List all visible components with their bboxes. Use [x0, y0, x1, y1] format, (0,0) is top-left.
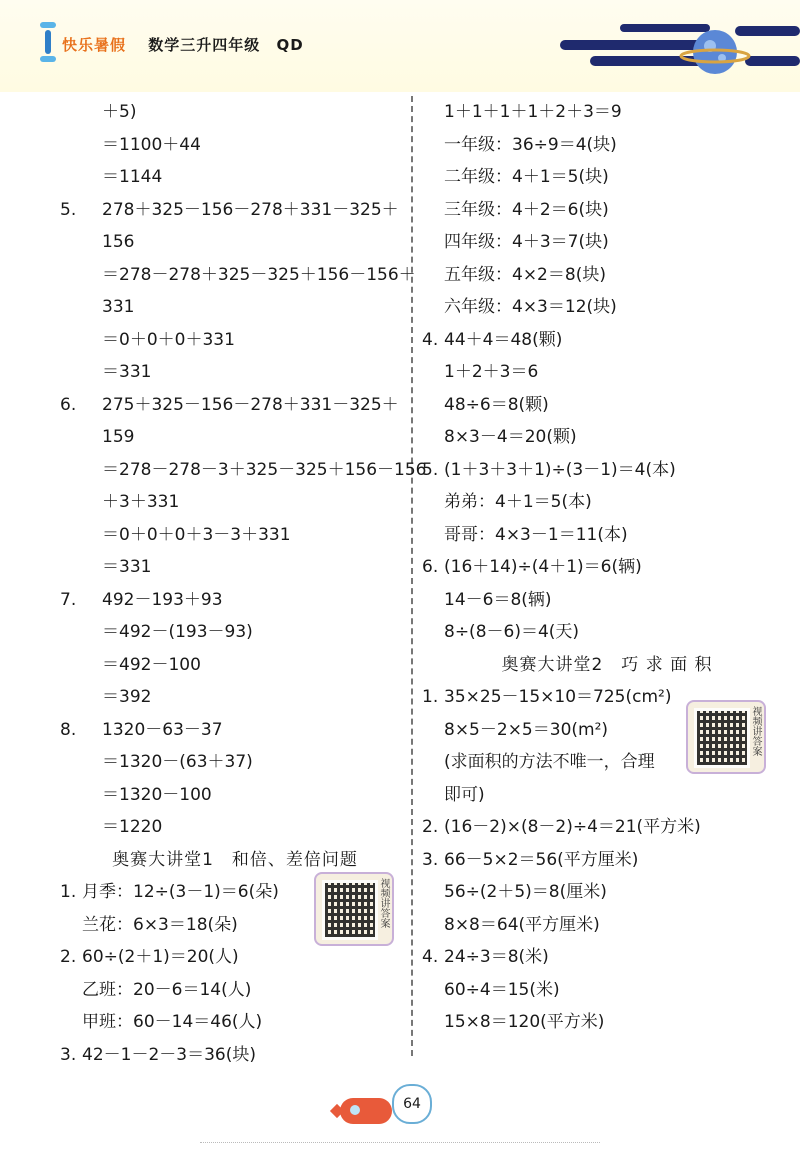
answer-line: [422, 551, 792, 584]
answer-text: 弟弟：4＋1＝5(本): [444, 492, 592, 512]
answer-line: [422, 1006, 792, 1039]
answer-text: 24÷3＝8(米): [444, 947, 549, 967]
answer-text: ＝331: [102, 557, 152, 577]
answer-line: [60, 779, 410, 812]
answer-text: 14－6＝8(辆): [444, 589, 552, 610]
answer-text: 278＋325－156－278＋331－325＋: [102, 199, 399, 220]
answer-text: 四年级：4＋3＝7(块): [444, 232, 609, 252]
answer-line: [60, 259, 416, 292]
answer-line: [60, 356, 410, 389]
answer-text: ＝278－278＋325－325＋156－156＋: [102, 264, 416, 285]
answer-text: 乙班：20－6＝14(人): [82, 979, 252, 1000]
answer-text: ＝492－(193－93): [102, 622, 253, 642]
logo-icon: [40, 22, 56, 62]
answer-line: [422, 161, 792, 194]
answer-text: 60÷(2＋1)＝20(人): [82, 947, 239, 967]
answer-text: 甲班：60－14＝46(人): [82, 1012, 263, 1032]
answer-line: [422, 974, 792, 1007]
answer-line: [60, 714, 410, 747]
answer-line: [422, 616, 792, 649]
answer-line: [60, 519, 410, 552]
answer-text: 1320－63－37: [102, 719, 223, 740]
answer-text: 60÷4＝15(米): [444, 979, 560, 1000]
answer-line: [60, 389, 410, 422]
qr-code-right[interactable]: [686, 700, 766, 774]
answer-line: [60, 649, 410, 682]
right-column: [422, 96, 792, 1039]
qr-code-icon: [322, 880, 378, 940]
answer-line: [60, 291, 410, 324]
planet-decoration-icon: [560, 16, 800, 86]
book-title: 数学三升四年级: [148, 36, 261, 54]
edition-label: QD: [276, 36, 304, 54]
answer-text: ＝392: [102, 687, 152, 707]
answer-line: [422, 389, 792, 422]
question-number: 2.: [422, 817, 439, 837]
answer-text: 35×25－15×10＝725(cm²): [444, 687, 672, 707]
answer-text: (16－2)×(8－2)÷4＝21(平方米): [444, 817, 701, 837]
submarine-icon: [340, 1098, 392, 1124]
answer-line: [422, 129, 792, 162]
answer-line: [60, 681, 410, 714]
page-number: 64: [392, 1084, 432, 1124]
answer-line: [60, 454, 427, 487]
answer-text: ＝0＋0＋0＋331: [102, 329, 235, 350]
answer-text: ＝1144: [102, 167, 163, 187]
footer-divider: [200, 1142, 600, 1143]
answer-text: 兰花：6×3＝18(朵): [82, 914, 238, 935]
answer-text: 二年级：4＋1＝5(块): [444, 167, 609, 187]
answer-text: 48÷6＝8(颗): [444, 394, 549, 415]
answer-text: 五年级：4×2＝8(块): [444, 264, 606, 285]
answer-text: 42－1－2－3＝36(块): [82, 1044, 256, 1065]
answer-text: 8×8＝64(平方厘米): [444, 914, 600, 935]
answer-text: ＋5): [102, 102, 137, 122]
answer-line: [422, 226, 792, 259]
answer-line: [422, 421, 792, 454]
answer-text: 66－5×2＝56(平方厘米): [444, 849, 639, 870]
answer-text: ＝1320－(63＋37): [102, 752, 253, 772]
section-heading: [422, 649, 792, 682]
answer-text: 月季：12÷(3－1)＝6(朵): [82, 882, 279, 902]
answer-text: 8×5－2×5＝30(m²): [444, 719, 609, 740]
answer-line: [422, 519, 792, 552]
question-number: 3.: [422, 849, 439, 870]
question-number: 4.: [422, 947, 439, 967]
question-number: 5.: [60, 199, 77, 220]
answer-text: 六年级：4×3＝12(块): [444, 297, 617, 317]
answer-line: [422, 291, 792, 324]
answer-line: [60, 486, 410, 519]
answer-text: 15×8＝120(平方米): [444, 1012, 605, 1032]
answer-line: [422, 876, 792, 909]
answer-line: [422, 356, 792, 389]
answer-text: 一年级：36÷9＝4(块): [444, 134, 617, 155]
answer-text: ＝1100＋44: [102, 134, 201, 155]
answer-line: [422, 324, 792, 357]
answer-line: [422, 454, 792, 487]
answer-text: 三年级：4＋2＝6(块): [444, 199, 609, 220]
answer-text: 1＋1＋1＋1＋2＋3＝9: [444, 102, 622, 122]
answer-line: [422, 259, 792, 292]
answer-text: 奥赛大讲堂2 巧 求 面 积: [501, 654, 713, 675]
answer-line: [60, 974, 410, 1007]
answer-text: ＝1320－100: [102, 784, 212, 805]
question-number: 1.: [60, 882, 77, 902]
question-number: 8.: [60, 719, 77, 740]
answer-line: [422, 486, 792, 519]
page-header: [0, 0, 800, 92]
answer-text: 哥哥：4×3－1＝11(本): [444, 524, 628, 545]
question-number: 3.: [60, 1044, 77, 1065]
answer-line: [422, 844, 792, 877]
answer-text: 即可): [444, 784, 485, 805]
qr-label: 视频讲答案: [750, 706, 761, 756]
answer-line: [60, 616, 410, 649]
answer-text: 8÷(8－6)＝4(天): [444, 622, 580, 642]
question-number: 6.: [60, 394, 77, 415]
answer-text: (1＋3＋3＋1)÷(3－1)＝4(本): [444, 459, 676, 480]
question-number: 6.: [422, 557, 439, 577]
answer-line: [60, 811, 410, 844]
answer-text: 56÷(2＋5)＝8(厘米): [444, 882, 607, 902]
qr-code-left[interactable]: [314, 872, 394, 946]
answer-line: [60, 194, 410, 227]
answer-text: 159: [102, 427, 135, 447]
answer-line: [60, 129, 410, 162]
series-name: 快乐暑假: [62, 36, 127, 54]
column-divider: [411, 96, 413, 1056]
answer-text: ＝0＋0＋0＋3－3＋331: [102, 524, 291, 545]
answer-line: [60, 584, 410, 617]
question-number: 4.: [422, 329, 439, 350]
answer-text: (16＋14)÷(4＋1)＝6(辆): [444, 557, 642, 577]
answer-text: 1＋2＋3＝6: [444, 362, 539, 382]
answer-text: ＋3＋331: [102, 492, 180, 512]
answer-line: [422, 941, 792, 974]
answer-line: [60, 226, 410, 259]
answer-line: [60, 96, 410, 129]
answer-text: 44＋4＝48(颗): [444, 329, 563, 350]
answer-text: ＝1220: [102, 817, 163, 837]
answer-text: 275＋325－156－278＋331－325＋: [102, 394, 399, 415]
answer-line: [60, 421, 410, 454]
answer-line: [422, 584, 792, 617]
page-title: [62, 34, 304, 55]
answer-line: [60, 1039, 410, 1072]
answer-line: [422, 811, 792, 844]
answer-line: [60, 161, 410, 194]
answer-text: 331: [102, 297, 135, 317]
answer-text: 8×3－4＝20(颗): [444, 427, 577, 447]
question-number: 5.: [422, 459, 439, 480]
answer-line: [422, 194, 792, 227]
answer-text: ＝278－278－3＋325－325＋156－156: [102, 459, 427, 480]
answer-text: ＝492－100: [102, 654, 201, 675]
question-number: 7.: [60, 589, 77, 610]
answer-text: 奥赛大讲堂1 和倍、差倍问题: [112, 849, 358, 870]
question-number: 1.: [422, 687, 439, 707]
answer-line: [60, 746, 410, 779]
answer-text: (求面积的方法不唯一，合理: [444, 752, 655, 772]
answer-text: 492－193＋93: [102, 589, 223, 610]
answer-line: [422, 779, 792, 812]
answer-line: [422, 909, 792, 942]
answer-line: [422, 96, 792, 129]
answer-text: ＝331: [102, 362, 152, 382]
answer-line: [60, 1006, 410, 1039]
qr-label: 视频讲答案: [378, 878, 389, 928]
qr-code-icon: [694, 708, 750, 768]
question-number: 2.: [60, 947, 77, 967]
answer-line: [60, 324, 410, 357]
answer-text: 156: [102, 232, 135, 252]
answer-line: [60, 551, 410, 584]
